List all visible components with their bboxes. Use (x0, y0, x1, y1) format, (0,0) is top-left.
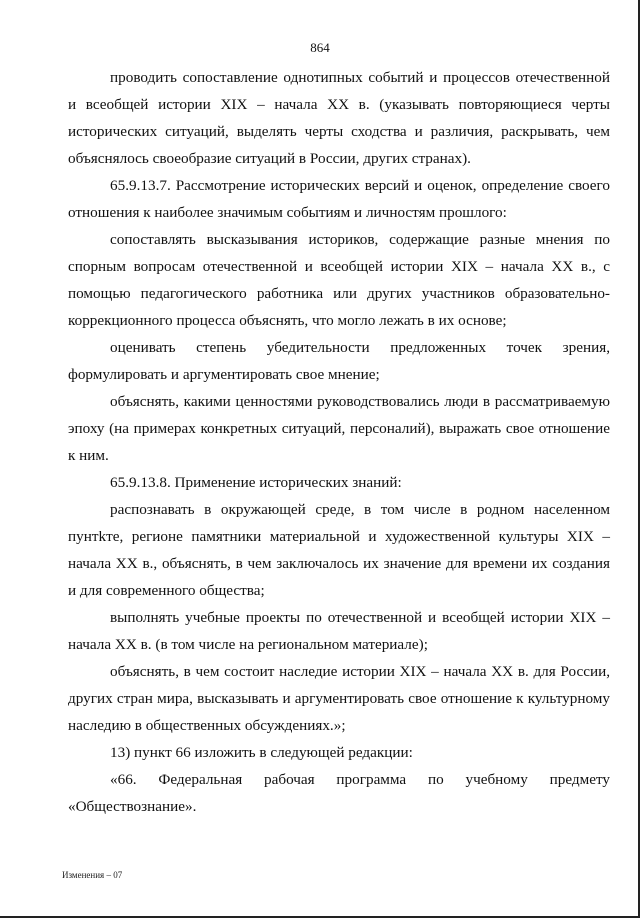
paragraph-10: 13) пункт 66 изложить в следующей редакции: (110, 744, 413, 761)
paragraph-2: 65.9.13.7. Рассмотрение исторических версий и оценок, определение своего отношения к наиболее значимым событиям и личностям прошлого: (68, 177, 610, 221)
paragraph-11: «66. Федеральная рабочая программа по учебному предмету «Обществознание». (68, 771, 610, 815)
paragraph-6: 65.9.13.8. Применение исторических знаний: (110, 474, 402, 491)
paragraph-9: объяснять, в чем состоит наследие истории XIX – начала XX в. для России, других стран мира, высказывать и аргументировать свое отношение к культурному наследию в общественных обсуждениях.»; (68, 663, 610, 734)
paragraph-3: сопоставлять высказывания историков, содержащие разные мнения по спорным вопросам отечественной и всеобщей истории XIX – начала XX в., с помощью педагогического работника или других участников образовательно-коррекционного процесса объяснять, что могло лежать в их основе; (68, 231, 610, 329)
page-number: 864 (310, 40, 330, 55)
document-body (68, 64, 610, 820)
paragraph-7: распознавать в окружающей среде, в том числе в родном населенном пунтkте, регионе памятники материальной и художественной культуры XIX – начала XX в., объяснять, в чем заключалось их значение для времени их создания и для современного общества; (68, 501, 610, 599)
paragraph-5: объяснять, какими ценностями руководствовались люди в рассматриваемую эпоху (на примерах конкретных ситуаций, персоналий), выражать свое отношение к ним. (68, 393, 610, 464)
paragraph-8: выполнять учебные проекты по отечественной и всеобщей истории XIX – начала XX в. (в том числе на региональном материале); (68, 609, 610, 653)
paragraph-4: оценивать степень убедительности предложенных точек зрения, формулировать и аргументировать свое мнение; (68, 339, 610, 383)
paragraph-1: проводить сопоставление однотипных событий и процессов отечественной и всеобщей истории XIX – начала XX в. (указывать повторяющиеся черты исторических ситуаций, выделять черты сходства и различия, раскрывать, чем объяснялось своеобразие ситуаций в России, других странах). (68, 69, 610, 167)
footer-note: Изменения – 07 (62, 870, 123, 880)
